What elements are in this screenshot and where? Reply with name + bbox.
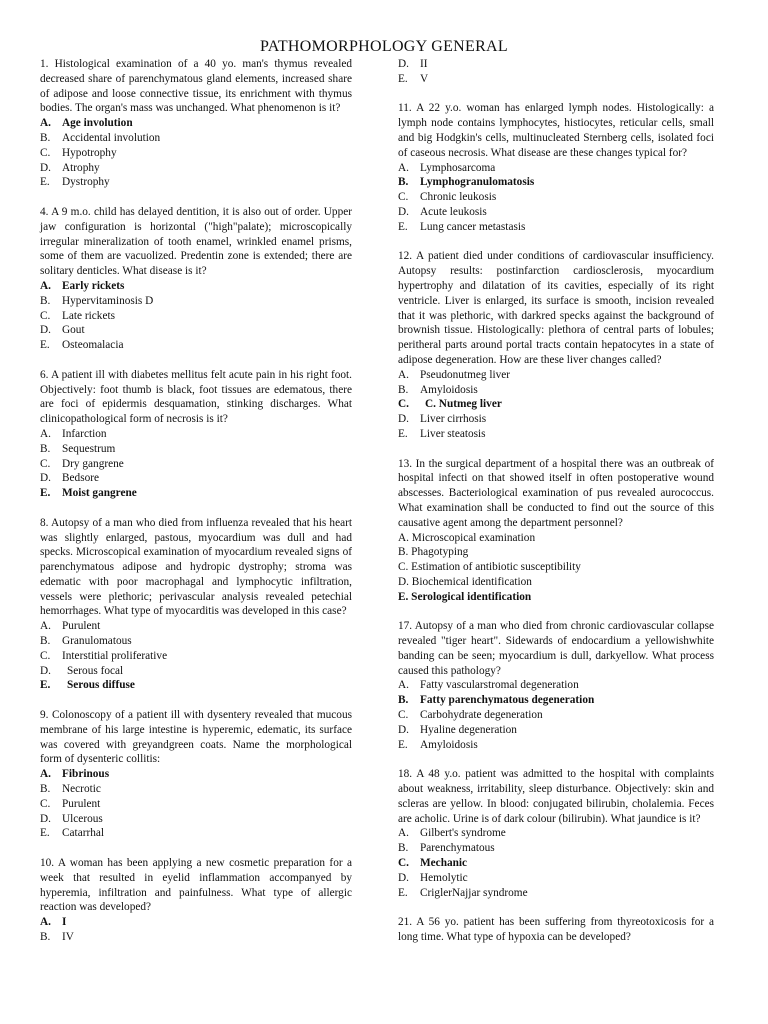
option-text: B. Phagotyping: [398, 546, 469, 559]
answer-option: [40, 161, 352, 176]
option-letter: E.: [398, 72, 408, 85]
option-text: Sequestrum: [62, 442, 116, 455]
option-text: Acute leukosis: [420, 205, 487, 218]
option-text: Amyloidosis: [420, 383, 478, 396]
answer-option: [398, 708, 714, 723]
option-letter: C.: [398, 398, 409, 411]
question-stem: 18. A 48 y.o. patient was admitted to the hospital with complaints about weakness, irritability, sleep disturbance. Objectively: skin and scleras are yellow. In blood: conjugated bilirubin, cholalemia. Feces are acholic. Urine is of dark colour (bilirubin). What jaundice is it?: [398, 768, 714, 825]
option-letter: A.: [398, 161, 409, 174]
option-text: CriglerNajjar syndrome: [420, 886, 528, 899]
option-letter: C.: [398, 857, 409, 870]
option-letter: E.: [40, 827, 50, 840]
option-text: Moist gangrene: [62, 487, 137, 500]
option-letter: D.: [40, 324, 51, 337]
answer-option: [40, 427, 352, 442]
option-letter: D.: [398, 58, 409, 70]
option-text: Lung cancer metastasis: [420, 220, 526, 233]
option-letter: E.: [40, 487, 51, 500]
option-text: Hyaline degeneration: [420, 723, 517, 736]
option-text: Liver cirrhosis: [420, 413, 487, 426]
option-letter: A.: [40, 768, 51, 781]
option-text: C. Estimation of antibiotic susceptibility: [398, 561, 581, 574]
option-text: Gout: [62, 324, 85, 337]
option-text: Pseudonutmeg liver: [420, 368, 511, 381]
option-text: Parenchymatous: [420, 842, 495, 855]
option-letter: A.: [398, 827, 409, 840]
option-letter: E.: [398, 738, 408, 751]
option-text: I: [62, 916, 67, 929]
question-stem: 6. A patient ill with diabetes mellitus felt acute pain in his right foot. Objectively: foot thumb is black, foot tissues are edematous, there are foci of epidermis desquamation, stinking discharges. What clinicopathological form of necrosis is it?: [40, 368, 352, 426]
option-text: Lymphogranulomatosis: [420, 176, 535, 189]
question-stem: 8. Autopsy of a man who died from influenza revealed that his heart was slightly enlarged, pastous, myocardium was dull and had specks. Microscopical examination of myocardium revealed signs of parenchymatous adipose and hydropic dystrophy; stroma was edematic with poor macrophagal and lymphocytic infiltration, vessels were plethoric; perivascular analysis revealed petechial hemorrhages. What type of myocarditis was developed in this case?: [40, 516, 352, 618]
option-letter: C.: [40, 309, 51, 322]
answer-option: [40, 116, 352, 131]
answer-option: [398, 545, 714, 560]
option-text: Liver steatosis: [420, 427, 486, 440]
question-block: [398, 767, 714, 900]
option-letter: A.: [40, 427, 51, 440]
question-stem: 17. Autopsy of a man who died from chronic cardiovascular collapse revealed "tiger heart". Sidewards of endocardium a yellowishwhite banding can be seen; myocardium is dull, darkyellow. What process caused this pathology?: [398, 620, 714, 677]
answer-option: [398, 205, 714, 220]
option-text: Fatty vascularstromal degeneration: [420, 679, 579, 692]
option-text: Purulent: [62, 797, 101, 810]
answer-option: [40, 634, 352, 649]
answer-option: [398, 856, 714, 871]
option-letter: B.: [40, 931, 51, 944]
question-block: [40, 368, 352, 501]
answer-option: [398, 723, 714, 738]
answer-option: [398, 57, 714, 72]
option-letter: B.: [40, 294, 51, 307]
option-letter: B.: [398, 176, 409, 189]
option-text: Catarrhal: [62, 827, 105, 840]
option-text: Mechanic: [420, 857, 468, 870]
option-letter: D.: [398, 871, 409, 884]
option-text: Dry gangrene: [62, 457, 124, 470]
answer-option: [398, 397, 714, 412]
question-block: [40, 708, 352, 841]
answer-option: [398, 427, 714, 442]
answer-option: [40, 279, 352, 294]
option-text: Lymphosarcoma: [420, 161, 496, 174]
option-text: A. Microscopical examination: [398, 531, 536, 544]
answer-option: [398, 368, 714, 383]
answer-option: [40, 797, 352, 812]
answer-option: [398, 531, 714, 546]
answer-option: [40, 146, 352, 161]
option-letter: A.: [40, 117, 51, 130]
option-letter: C.: [40, 797, 51, 810]
option-text: Fatty parenchymatous degeneration: [420, 694, 595, 707]
option-letter: B.: [398, 842, 409, 855]
question-stem: 1. Histological examination of a 40 yo. man's thymus revealed decreased share of parenchymatous gland elements, increased share of adipose and loose connective tissue, its enrichment with thymus bodies. The organ's mass was unchanged. What phenomenon is it?: [40, 58, 352, 115]
option-letter: B.: [398, 383, 409, 396]
answer-option: [40, 664, 352, 679]
question-block: [398, 915, 714, 945]
answer-option: [40, 649, 352, 664]
option-text: Late rickets: [62, 309, 116, 322]
answer-option: [40, 131, 352, 146]
answer-option: [398, 826, 714, 841]
question-block: [398, 101, 714, 234]
option-letter: B.: [398, 694, 409, 707]
answer-option: [398, 841, 714, 856]
option-letter: A.: [40, 620, 51, 633]
answer-option: [398, 383, 714, 398]
question-stem: 12. A patient died under conditions of cardiovascular insufficiency. Autopsy results: postinfarction cardiosclerosis, myocardium hypertrophy and dilatation of its cavities, especially of its right ventricle. Liver is enlarged, its surface is smooth, incision revealed that it was plethoric, with darkred specks against the background of brownish tissue. Histologically: plethora of central parts of lobules; peritheral parts around portal tracts contain hepatocytes in a state of adipose degeneration. How are these liver changes called?: [398, 250, 714, 366]
option-text: II: [420, 58, 428, 70]
question-block: [398, 457, 714, 605]
option-text: Age involution: [62, 117, 133, 130]
answer-option: [398, 678, 714, 693]
question-stem: 10. A woman has been applying a new cosmetic preparation for a week that resulted in eyelid inflammation accompanyed by hyperemia, infiltration and painfulness. What type of allergic reaction was developed?: [40, 857, 352, 914]
answer-option: [40, 294, 352, 309]
option-text: Bedsore: [62, 472, 100, 485]
answer-option: [40, 678, 352, 693]
option-text: Hypotrophy: [62, 146, 117, 159]
option-letter: C.: [40, 649, 51, 662]
answer-option: [40, 930, 352, 945]
option-letter: E.: [40, 679, 51, 692]
question-block: [40, 516, 352, 694]
answer-option: [398, 560, 714, 575]
answer-option: [398, 72, 714, 87]
question-block: [398, 57, 714, 87]
option-letter: D.: [40, 664, 51, 677]
option-letter: E.: [40, 339, 50, 352]
option-letter: E.: [398, 427, 408, 440]
answer-option: [40, 915, 352, 930]
option-text: D. Biochemical identification: [398, 575, 532, 588]
option-text: Ulcerous: [62, 812, 103, 825]
option-letter: C.: [398, 709, 409, 722]
answer-option: [40, 457, 352, 472]
option-letter: E.: [40, 176, 50, 189]
answer-option: [40, 767, 352, 782]
option-text: Hypervitaminosis D: [62, 294, 154, 307]
answer-option: [398, 693, 714, 708]
option-text: Carbohydrate degeneration: [420, 709, 543, 722]
option-text: Gilbert's syndrome: [420, 827, 506, 840]
option-letter: B.: [40, 442, 51, 455]
option-letter: C.: [40, 457, 51, 470]
option-text: Accidental involution: [62, 131, 161, 144]
option-text: Atrophy: [62, 161, 100, 174]
option-text: Infarction: [62, 427, 107, 440]
answer-option: [398, 590, 714, 605]
answer-option: [398, 738, 714, 753]
answer-option: [398, 190, 714, 205]
answer-option: [40, 309, 352, 324]
option-text: E. Serological identification: [398, 590, 532, 603]
option-letter: A.: [398, 368, 409, 381]
answer-option: [40, 471, 352, 486]
option-letter: C.: [398, 191, 409, 204]
question-stem: 9. Colonoscopy of a patient ill with dysentery revealed that mucous membrane of his large intestine is hyperemic, edematic, its surface was covered with greyandgreen coats. Name the morphological form of dysenteric collitis:: [40, 709, 352, 766]
option-letter: A.: [398, 679, 409, 692]
page-title: PATHOMORPHOLOGY GENERAL: [260, 38, 508, 55]
option-text: Chronic leukosis: [420, 191, 497, 204]
question-block: [398, 249, 714, 441]
option-letter: B.: [40, 131, 51, 144]
answer-option: [40, 442, 352, 457]
option-letter: D.: [40, 812, 51, 825]
option-text: Serous diffuse: [67, 679, 135, 692]
answer-option: [40, 782, 352, 797]
option-letter: D.: [398, 205, 409, 218]
question-stem: 13. In the surgical department of a hospital there was an outbreak of hospital infecti on that showed itself in often postoperative wound abscesses. Bacteriological examination of pus revealed aurococcus. What examination shall be conducted to find out the source of this causative agent among the department personnel?: [398, 457, 714, 529]
option-letter: C.: [40, 146, 51, 159]
option-text: IV: [62, 931, 74, 944]
option-letter: D.: [40, 161, 51, 174]
option-text: C. Nutmeg liver: [425, 398, 502, 411]
answer-option: [40, 323, 352, 338]
answer-option: [398, 412, 714, 427]
option-letter: A.: [40, 279, 51, 292]
left-column: [40, 57, 352, 960]
option-letter: D.: [398, 723, 409, 736]
option-letter: B.: [40, 635, 51, 648]
option-text: Osteomalacia: [62, 339, 124, 352]
option-letter: D.: [398, 413, 409, 426]
option-text: Granulomatous: [62, 635, 132, 648]
option-letter: E.: [398, 220, 408, 233]
answer-option: [398, 220, 714, 235]
answer-option: [398, 886, 714, 901]
option-text: Amyloidosis: [420, 738, 478, 751]
option-letter: E.: [398, 886, 408, 899]
question-stem: 11. A 22 y.o. woman has enlarged lymph nodes. Histologically: a lymph node contains lymphocytes, histiocytes, reticular cells, small and big Hodgkin's cells, multinucleated Sternberg cells, isolated foci of caseous necrosis. What disease are these changes typical for?: [398, 102, 714, 159]
option-letter: A.: [40, 916, 51, 929]
answer-option: [398, 161, 714, 176]
answer-option: [40, 826, 352, 841]
answer-option: [398, 871, 714, 886]
answer-option: [40, 619, 352, 634]
option-text: Hemolytic: [420, 871, 468, 884]
question-block: [40, 57, 352, 190]
option-text: V: [420, 72, 429, 85]
answer-option: [40, 338, 352, 353]
answer-option: [40, 175, 352, 190]
answer-option: [398, 175, 714, 190]
question-block: [40, 856, 352, 945]
option-text: Fibrinous: [62, 768, 110, 781]
question-block: [398, 619, 714, 752]
option-letter: D.: [40, 472, 51, 485]
answer-option: [398, 575, 714, 590]
option-text: Dystrophy: [62, 176, 110, 189]
option-text: Interstitial proliferative: [62, 649, 168, 662]
option-text: Necrotic: [62, 783, 101, 796]
option-text: Early rickets: [62, 279, 125, 292]
option-text: Serous focal: [67, 664, 124, 677]
option-text: Purulent: [62, 620, 101, 633]
answer-option: [40, 486, 352, 501]
question-block: [40, 205, 352, 353]
question-stem: 4. A 9 m.o. child has delayed dentition, it is also out of order. Upper jaw configuration is horizontal ("high"palate); microscopically irregular mineralization of tooth enamel, wrinkled enamel prisms, some of them are vacuolized. Predentin zone is extended; there are solitary denticles. What disease is it?: [40, 205, 352, 278]
answer-option: [40, 812, 352, 827]
right-column: [398, 57, 714, 960]
option-letter: B.: [40, 783, 51, 796]
question-stem: 21. A 56 yo. patient has been suffering from thyreotoxicosis for a long time. What type of hypoxia can be developed?: [398, 916, 714, 944]
